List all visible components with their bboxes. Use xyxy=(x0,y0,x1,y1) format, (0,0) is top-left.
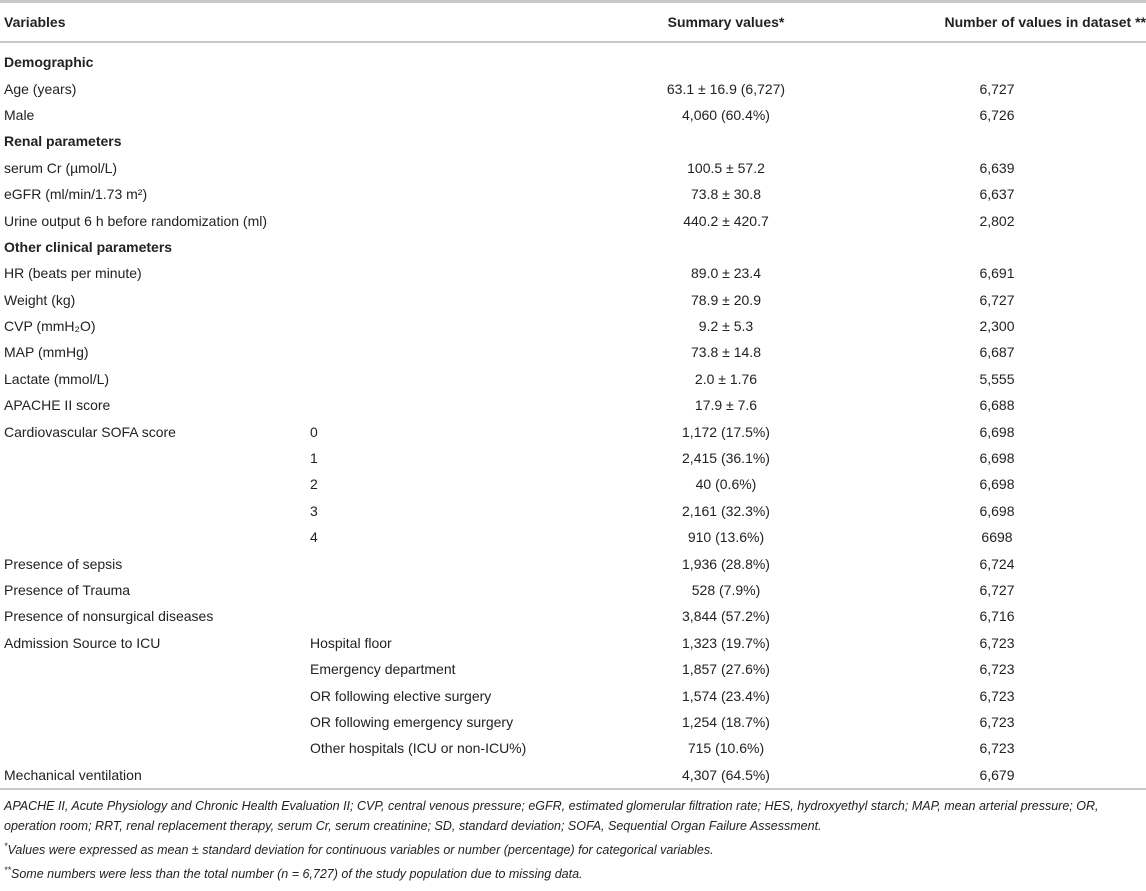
count-cell: 6,723 xyxy=(979,634,1015,651)
subcategory-cell xyxy=(310,102,610,128)
variable-cell: Cardiovascular SOFA score xyxy=(4,423,176,440)
variable-cell: eGFR (ml/min/1.73 m²) xyxy=(4,186,148,203)
subcategory-cell: 4 xyxy=(310,529,318,546)
table-row xyxy=(0,656,1146,682)
variable-cell: Presence of Trauma xyxy=(4,582,131,598)
table-row xyxy=(0,682,1146,708)
count-cell: 6,637 xyxy=(979,186,1015,203)
table-row xyxy=(0,577,1146,603)
count-cell: 6,698 xyxy=(979,502,1015,519)
variable-cell: MAP (mmHg) xyxy=(4,344,89,361)
table-header-row xyxy=(0,2,1146,43)
table-row xyxy=(0,418,1146,444)
summary-cell: 89.0 ± 23.4 xyxy=(691,265,761,282)
count-cell: 6698 xyxy=(981,529,1013,546)
count-cell: 6,698 xyxy=(979,476,1015,493)
table-row xyxy=(0,207,1146,233)
variable-cell xyxy=(0,498,310,524)
subcategory-cell: OR following emergency surgery xyxy=(310,713,514,730)
variable-cell: serum Cr (µmol/L) xyxy=(4,159,118,176)
abbreviations-note: APACHE II, Acute Physiology and Chronic Health Evaluation II; CVP, central venous pressure; eGFR, estimated glomerular filtration rate; HES, hydroxyethyl starch; MAP, mean arterial pressure; OR, operation room; RRT, renal replacement therapy, serum Cr, serum creatinine; SD, standard deviation; SOFA, Sequential Organ Failure Assessment. xyxy=(4,798,1099,833)
table-row xyxy=(0,445,1146,471)
count-cell: 6,724 xyxy=(979,555,1015,572)
section-heading: Other clinical parameters xyxy=(4,238,173,255)
section-row xyxy=(0,234,1146,260)
summary-cell: 2,415 (36.1%) xyxy=(682,450,770,467)
count-cell: 6,723 xyxy=(979,713,1015,730)
footnote-2: **Some numbers were less than the total number (n = 6,727) of the study population due to missing data. xyxy=(4,865,583,882)
table-row xyxy=(0,471,1146,497)
subcategory-cell xyxy=(310,260,610,286)
footnote-1: *Values were expressed as mean ± standard deviation for continuous variables or number (percentage) for categorical variables. xyxy=(4,840,714,858)
header-count: Number of values in dataset ** xyxy=(944,14,1146,30)
header-blank xyxy=(310,2,610,43)
count-cell: 6,727 xyxy=(979,80,1015,97)
variable-cell: HR (beats per minute) xyxy=(4,265,142,282)
section-heading: Renal parameters xyxy=(4,133,122,150)
table-row xyxy=(0,75,1146,101)
variable-cell xyxy=(0,445,310,471)
summary-cell: 73.8 ± 14.8 xyxy=(691,344,761,361)
subcategory-cell: 1 xyxy=(310,450,318,467)
summary-cell: 40 (0.6%) xyxy=(695,476,757,493)
summary-cell: 4,307 (64.5%) xyxy=(682,766,770,783)
section-heading: Demographic xyxy=(4,54,94,71)
count-cell: 2,300 xyxy=(979,318,1015,335)
summary-cell: 4,060 (60.4%) xyxy=(682,106,770,123)
summary-cell: 1,857 (27.6%) xyxy=(682,661,770,678)
section-row xyxy=(0,128,1146,154)
count-cell: 6,688 xyxy=(979,397,1015,414)
table-row xyxy=(0,366,1146,392)
subcategory-cell: Other hospitals (ICU or non-ICU%) xyxy=(310,740,527,757)
subcategory-cell xyxy=(310,75,610,101)
variable-cell: APACHE II score xyxy=(4,397,111,414)
subcategory-cell xyxy=(310,392,610,418)
variable-cell: Lactate (mmol/L) xyxy=(4,370,110,387)
variable-cell: Admission Source to ICU xyxy=(4,634,161,651)
section-row xyxy=(0,42,1146,75)
subcategory-cell: 2 xyxy=(310,476,318,493)
variable-cell: CVP (mmH₂O) xyxy=(4,318,96,335)
count-cell: 6,723 xyxy=(979,687,1015,704)
count-cell: 6,716 xyxy=(979,608,1015,625)
table-row xyxy=(0,181,1146,207)
count-cell: 6,727 xyxy=(979,582,1015,598)
summary-cell: 100.5 ± 57.2 xyxy=(687,159,765,176)
subcategory-cell xyxy=(310,577,610,603)
variable-cell: Weight (kg) xyxy=(4,291,76,308)
count-cell: 6,679 xyxy=(979,766,1015,783)
subcategory-cell xyxy=(310,339,610,365)
header-summary: Summary values* xyxy=(667,14,785,30)
count-cell: 6,723 xyxy=(979,740,1015,757)
subcategory-cell xyxy=(310,207,610,233)
summary-cell: 17.9 ± 7.6 xyxy=(694,397,758,414)
subcategory-cell xyxy=(310,181,610,207)
table-row xyxy=(0,524,1146,550)
variable-cell: Urine output 6 h before randomization (ml) xyxy=(4,212,268,229)
table-row xyxy=(0,762,1146,789)
subcategory-cell xyxy=(310,366,610,392)
summary-cell: 715 (10.6%) xyxy=(687,740,765,757)
subcategory-cell xyxy=(310,155,610,181)
variable-cell: Male xyxy=(4,106,35,123)
summary-cell: 78.9 ± 20.9 xyxy=(691,291,761,308)
table-row xyxy=(0,735,1146,761)
variable-cell xyxy=(0,735,310,761)
summary-cell: 1,254 (18.7%) xyxy=(682,713,770,730)
subcategory-cell: Hospital floor xyxy=(310,634,392,651)
count-cell: 6,698 xyxy=(979,450,1015,467)
count-cell: 6,639 xyxy=(979,159,1015,176)
header-variables: Variables xyxy=(4,14,66,30)
subcategory-cell: Emergency department xyxy=(310,661,456,678)
table-row xyxy=(0,155,1146,181)
subcategory-cell: 0 xyxy=(310,423,318,440)
table-row xyxy=(0,287,1146,313)
variable-cell: Age (years) xyxy=(4,80,77,97)
summary-cell: 9.2 ± 5.3 xyxy=(698,318,754,335)
summary-cell: 1,172 (17.5%) xyxy=(682,423,770,440)
summary-cell: 73.8 ± 30.8 xyxy=(691,186,761,203)
subcategory-cell: 3 xyxy=(310,502,318,519)
table-row xyxy=(0,550,1146,576)
variable-cell: Presence of sepsis xyxy=(4,555,123,572)
table-row xyxy=(0,709,1146,735)
count-cell: 6,723 xyxy=(979,661,1015,678)
variable-cell xyxy=(0,656,310,682)
summary-cell: 3,844 (57.2%) xyxy=(682,608,770,625)
count-cell: 6,691 xyxy=(979,265,1015,282)
summary-cell: 528 (7.9%) xyxy=(691,582,761,598)
subcategory-cell xyxy=(310,762,610,789)
variable-cell xyxy=(0,524,310,550)
summary-cell: 910 (13.6%) xyxy=(687,529,765,546)
table-row xyxy=(0,260,1146,286)
count-cell: 2,802 xyxy=(979,212,1015,229)
table-row xyxy=(0,339,1146,365)
summary-cell: 1,323 (19.7%) xyxy=(682,634,770,651)
table-body xyxy=(0,42,1146,789)
subcategory-cell xyxy=(310,603,610,629)
variable-cell: Presence of nonsurgical diseases xyxy=(4,608,214,625)
variable-cell xyxy=(0,709,310,735)
variable-cell xyxy=(0,471,310,497)
count-cell: 6,698 xyxy=(979,423,1015,440)
count-cell: 5,555 xyxy=(979,370,1015,387)
subcategory-cell: OR following elective surgery xyxy=(310,687,492,704)
count-cell: 6,726 xyxy=(979,106,1015,123)
subcategory-cell xyxy=(310,287,610,313)
table-row xyxy=(0,392,1146,418)
summary-cell: 440.2 ± 420.7 xyxy=(683,212,769,229)
summary-cell: 2.0 ± 1.76 xyxy=(694,370,758,387)
summary-cell: 1,574 (23.4%) xyxy=(682,687,770,704)
subcategory-cell xyxy=(310,550,610,576)
subcategory-cell xyxy=(310,313,610,339)
summary-cell: 1,936 (28.8%) xyxy=(682,555,770,572)
count-cell: 6,727 xyxy=(979,291,1015,308)
variable-cell: Mechanical ventilation xyxy=(4,766,142,783)
variable-cell xyxy=(0,682,310,708)
summary-cell: 63.1 ± 16.9 (6,727) xyxy=(666,80,786,97)
count-cell: 6,687 xyxy=(979,344,1015,361)
table-footnotes xyxy=(0,790,1146,884)
table-row xyxy=(0,603,1146,629)
table-row xyxy=(0,313,1146,339)
table-row xyxy=(0,498,1146,524)
table-row xyxy=(0,102,1146,128)
table-row xyxy=(0,630,1146,656)
summary-cell: 2,161 (32.3%) xyxy=(682,502,770,519)
